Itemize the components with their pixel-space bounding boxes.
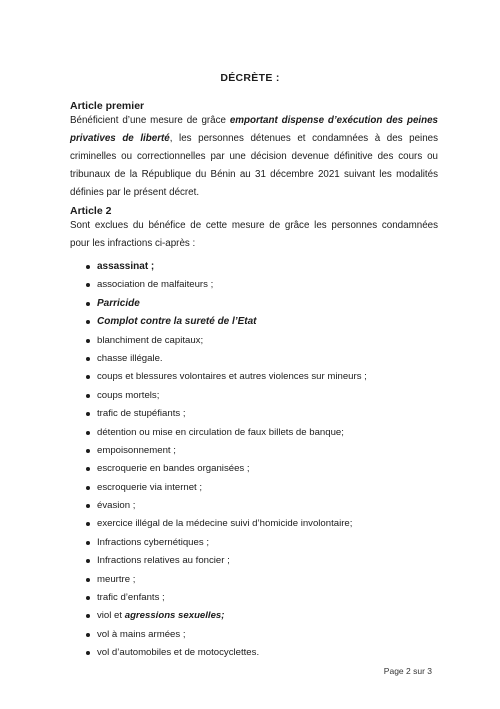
list-item <box>70 534 440 552</box>
list-item <box>70 276 440 294</box>
bullet-icon <box>86 633 90 637</box>
list-item-text: vol d’automobiles et de motocyclettes. <box>97 647 260 659</box>
list-item-text: association de malfaiteurs ; <box>97 279 214 291</box>
bullet-icon <box>86 412 90 416</box>
bullet-icon <box>86 541 90 545</box>
list-item-text: Complot contre la sureté de l’Etat <box>97 316 257 328</box>
list-item-text: blanchiment de capitaux; <box>97 334 204 346</box>
article-premier-text-before: Bénéficient d’une mesure de grâce <box>70 115 230 126</box>
list-item-text: viol et <box>97 610 125 622</box>
bullet-icon <box>86 265 90 269</box>
list-item-text: meurtre ; <box>97 573 136 585</box>
list-item <box>70 644 440 662</box>
list-item <box>70 607 440 625</box>
bullet-icon <box>86 651 90 655</box>
article-premier-text-emphasis: emportant dispense d’exécution des peines privatives de liberté <box>70 115 438 144</box>
list-item <box>70 332 440 350</box>
list-item <box>70 589 440 607</box>
list-item-text: Parricide <box>97 297 140 309</box>
bullet-icon <box>86 449 90 453</box>
bullet-icon <box>86 522 90 526</box>
bullet-icon <box>86 394 90 398</box>
list-item-text: assassinat ; <box>97 261 155 272</box>
bullet-icon <box>86 467 90 471</box>
list-item <box>70 258 440 276</box>
list-item <box>70 442 440 460</box>
list-item-text: trafic de stupéfiants ; <box>97 408 186 420</box>
list-item <box>70 497 440 515</box>
list-item-text: escroquerie en bandes organisées ; <box>97 463 250 475</box>
page-number: Page 2 sur 3 <box>383 666 432 676</box>
article-premier-text-after: , les personnes détenues et condamnées à des peines criminelles ou correctionnelles par une décision devenue définitive des cours ou tribunaux de la République du Bénin au 31 décembre 2021 suivant les modalités définies par le présent décret. <box>70 133 438 198</box>
bullet-icon <box>86 559 90 563</box>
list-item-text: empoisonnement ; <box>97 444 176 456</box>
list-item-text: coups et blessures volontaires et autres violences sur mineurs ; <box>97 371 367 383</box>
list-item-text: Infractions relatives au foncier ; <box>97 555 230 567</box>
list-item <box>70 571 440 589</box>
bullet-icon <box>86 302 90 306</box>
bullet-icon <box>86 283 90 287</box>
bullet-icon <box>86 596 90 600</box>
bullet-icon <box>86 357 90 361</box>
list-item-text: coups mortels; <box>97 389 160 401</box>
list-item-text: chasse illégale. <box>97 352 163 364</box>
list-item <box>70 515 440 533</box>
list-item <box>70 460 440 478</box>
bullet-icon <box>86 486 90 490</box>
bullet-icon <box>86 320 90 324</box>
list-item <box>70 368 440 386</box>
list-item-text: exercice illégal de la médecine suivi d’homicide involontaire; <box>97 518 353 530</box>
decree-title: DÉCRÈTE : <box>220 72 280 84</box>
article-premier-text <box>70 112 438 202</box>
list-item-text: vol à mains armées ; <box>97 628 186 640</box>
bullet-icon <box>86 339 90 343</box>
list-item-text: détention ou mise en circulation de faux billets de banque; <box>97 426 344 438</box>
list-item-text: Infractions cybernétiques ; <box>97 536 209 548</box>
article-2-heading: Article 2 <box>70 205 112 217</box>
list-item <box>70 424 440 442</box>
bullet-icon <box>86 504 90 508</box>
article-premier-heading: Article premier <box>70 100 145 112</box>
bullet-icon <box>86 578 90 582</box>
list-item <box>70 295 440 313</box>
list-item <box>70 313 440 331</box>
list-item <box>70 626 440 644</box>
list-item-text: trafic d’enfants ; <box>97 592 165 604</box>
bullet-icon <box>86 614 90 618</box>
bullet-icon <box>86 375 90 379</box>
list-item <box>70 387 440 405</box>
list-item <box>70 479 440 497</box>
list-item-emphasis: agressions sexuelles; <box>124 610 225 622</box>
list-item <box>70 350 440 368</box>
bullet-icon <box>86 431 90 435</box>
article-2 <box>70 205 438 253</box>
exclusion-list <box>70 258 440 663</box>
list-item-text: évasion ; <box>97 500 136 512</box>
article-premier <box>70 100 438 202</box>
list-item <box>70 405 440 423</box>
list-item <box>70 552 440 570</box>
list-item-text: escroquerie via internet ; <box>97 481 203 493</box>
article-2-intro: Sont exclues du bénéfice de cette mesure de grâce les personnes condamnées pour les infractions ci-après : <box>70 220 438 249</box>
